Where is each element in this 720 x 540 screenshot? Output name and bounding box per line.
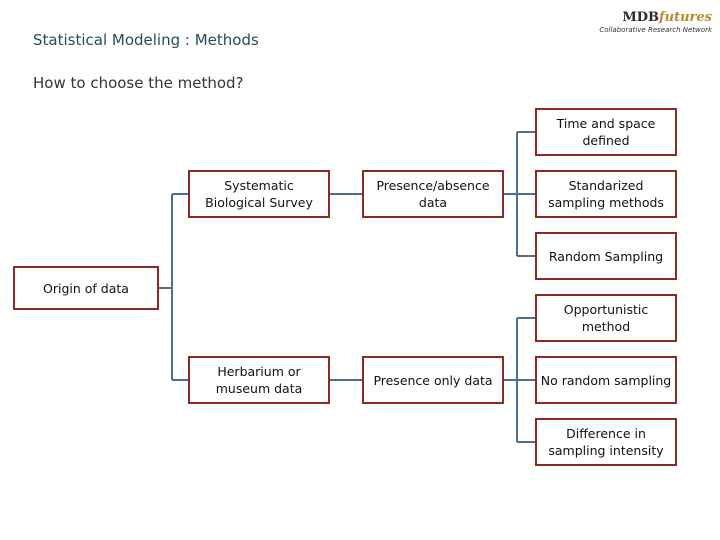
node-opportunistic-method: Opportunistic method [535,294,677,342]
node-random-sampling: Random Sampling [535,232,677,280]
node-time-space-defined: Time and space defined [535,108,677,156]
node-standarized-sampling-methods: Standarized sampling methods [535,170,677,218]
node-systematic-biological-survey: Systematic Biological Survey [188,170,330,218]
logo-main-text: MDB [622,10,660,25]
logo-tagline: Collaborative Research Network [599,26,712,34]
node-difference-sampling-intensity: Difference in sampling intensity [535,418,677,466]
page-subtitle: How to choose the method? [33,74,244,92]
logo-accent-text: futures [659,10,712,25]
node-no-random-sampling: No random sampling [535,356,677,404]
node-presence-only-data: Presence only data [362,356,504,404]
node-presence-absence-data: Presence/absence data [362,170,504,218]
node-herbarium-museum-data: Herbarium or museum data [188,356,330,404]
node-origin-of-data: Origin of data [13,266,159,310]
page-title: Statistical Modeling : Methods [33,31,259,49]
